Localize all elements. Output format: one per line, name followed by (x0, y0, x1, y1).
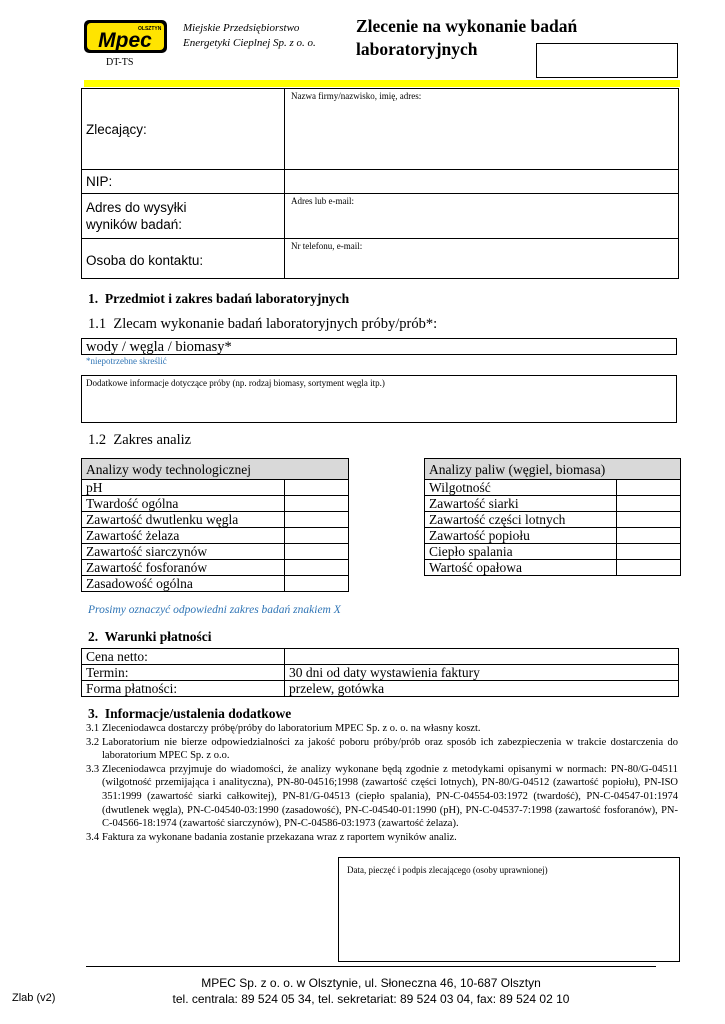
osoba-label: Osoba do kontaktu: (82, 239, 285, 279)
section-2-heading (88, 629, 212, 645)
table-row (82, 544, 349, 560)
org-line-1: Miejskie Przedsiębiorstwo (183, 22, 300, 34)
list-item (86, 763, 678, 831)
yellow-divider (84, 80, 680, 87)
footer-divider (86, 966, 656, 967)
water-item-checkbox[interactable] (285, 560, 349, 576)
payment-label: Forma płatności: (82, 681, 285, 697)
fuel-item-checkbox[interactable] (617, 528, 681, 544)
water-item-checkbox[interactable] (285, 496, 349, 512)
title-line-2: laboratoryjnych (356, 39, 478, 59)
footer-line-2: tel. centrala: 89 524 05 34, tel. sekretariat: 89 524 03 04, fax: 89 524 02 10 (172, 992, 570, 1006)
sample-type-field[interactable]: wody / węgla / biomasy* (81, 338, 677, 355)
payment-value: 30 dni od daty wystawienia faktury (285, 665, 679, 681)
instruction-note: Prosimy oznaczyć odpowiedni zakres badań znakiem X (88, 604, 341, 616)
table-row (82, 649, 679, 665)
nip-field[interactable] (285, 170, 679, 194)
item-text: Zleceniodawca dostarczy próbę/próby do laboratorium MPEC Sp. z o. o. na własny koszt. (102, 723, 481, 734)
adres-label-line-1: Adres do wysyłki (86, 200, 187, 215)
additional-info-label: Dodatkowe informacje dotyczące próby (np. rodzaj biomasy, sortyment węgla itp.) (86, 378, 385, 388)
item-number: 3.4 (86, 831, 100, 843)
payment-value-field[interactable] (285, 649, 679, 665)
nip-label: NIP: (82, 170, 285, 194)
water-item-label: pH (82, 480, 285, 496)
fuel-analysis-table (424, 458, 681, 576)
fuel-item-label: Zawartość siarki (425, 496, 617, 512)
water-analysis-header: Analizy wody technologicznej (82, 459, 349, 480)
osoba-field[interactable] (285, 239, 679, 279)
section-2-title: Warunki płatności (104, 629, 212, 644)
water-item-label: Zasadowość ogólna (82, 576, 285, 592)
adres-label-line-2: wyników badań: (86, 217, 183, 232)
list-item (86, 722, 678, 736)
fuel-item-checkbox[interactable] (617, 512, 681, 528)
fuel-item-label: Zawartość części lotnych (425, 512, 617, 528)
subsection-1-1-number: 1.1 (88, 316, 107, 332)
item-number: 3.3 (86, 763, 100, 775)
footer (86, 975, 656, 1007)
adres-field[interactable] (285, 194, 679, 239)
payment-label: Termin: (82, 665, 285, 681)
water-item-checkbox[interactable] (285, 544, 349, 560)
table-row (425, 528, 681, 544)
subsection-1-2 (88, 432, 191, 449)
subsection-1-2-number: 1.2 (88, 432, 107, 448)
table-row (82, 560, 349, 576)
item-text: Faktura za wykonane badania zostanie przekazana wraz z raportem wyników analiz. (102, 831, 457, 843)
table-row (425, 560, 681, 576)
item-text: Laboratorium nie bierze odpowiedzialności za jakość poboru próby/prób oraz sposób ich zabezpieczenia w trakcie dostarczenia do laboratorium MPEC Sp. z o.o. (102, 736, 678, 762)
subsection-1-2-text: Zakres analiz (113, 432, 192, 448)
payment-label: Cena netto: (82, 649, 285, 665)
fuel-item-checkbox[interactable] (617, 560, 681, 576)
item-number: 3.1 (86, 723, 100, 734)
payment-value: przelew, gotówka (285, 681, 679, 697)
zlecajacy-field[interactable] (285, 89, 679, 170)
fuel-item-label: Wilgotność (425, 480, 617, 496)
additional-info-list (86, 722, 678, 844)
table-row (82, 480, 349, 496)
table-row (82, 665, 679, 681)
water-item-label: Zawartość fosforanów (82, 560, 285, 576)
section-1-heading (88, 291, 349, 307)
adres-label (82, 194, 285, 239)
water-item-checkbox[interactable] (285, 480, 349, 496)
subsection-1-1-text: Zlecam wykonanie badań laboratoryjnych próby/prób*: (113, 316, 438, 332)
fuel-item-checkbox[interactable] (617, 544, 681, 560)
logo-small-text: OLSZTYN (138, 26, 162, 32)
fuel-item-checkbox[interactable] (617, 496, 681, 512)
footnote: *niepotrzebne skreślić (86, 356, 167, 366)
title-line-1: Zlecenie na wykonanie badań (356, 16, 578, 36)
additional-info-field[interactable] (81, 375, 677, 423)
water-item-label: Zawartość żelaza (82, 528, 285, 544)
fuel-item-label: Ciepło spalania (425, 544, 617, 560)
section-3-number: 3. (88, 706, 99, 721)
item-text: Zleceniodawca przyjmuje do wiadomości, że analizy wykonane będą zgodnie z metodykami opisanymi w normach: PN-80/G-04511 (wilgotność przemijająca i analityczna), PN-80-04516;1998 (zawartość części lotnych), PN-80/G-04512 (zawartość popiołu), PN-ISO 351:1999 (zawartość siarki całkowitej), PN-81/G-04513 (ciepło spalania), PN-C-04554-03:1972 (twardość), PN-C-04547-01:1974 (dwutlenek węgla), PN-C-04540-03:1990 (zasadowość), PN-C-04540-01:1990 (pH), PN-C-04537-7:1998 (zawartość fosforanów), PN-C-04566-18:1974 (zawartość siarczynów), PN-C-04586-03:1973 (zawartość żelaza). (102, 763, 678, 830)
section-1-title: Przedmiot i zakres badań laboratoryjnych (104, 291, 350, 306)
table-row (82, 528, 349, 544)
footer-line-1: MPEC Sp. z o. o. w Olsztynie, ul. Słoneczna 46, 10-687 Olsztyn (201, 976, 541, 990)
table-row (425, 496, 681, 512)
subsection-1-1 (88, 316, 437, 333)
water-item-label: Twardość ogólna (82, 496, 285, 512)
table-row (82, 512, 349, 528)
zlecajacy-label: Zlecający: (82, 89, 285, 170)
water-item-label: Zawartość siarczynów (82, 544, 285, 560)
zlecajacy-hint: Nazwa firmy/nazwisko, imię, adres: (291, 91, 422, 101)
osoba-hint: Nr telefonu, e-mail: (291, 241, 363, 251)
section-2-number: 2. (88, 629, 99, 644)
list-item (86, 736, 678, 763)
table-row (425, 544, 681, 560)
payment-table (81, 648, 679, 697)
org-line-2: Energetyki Cieplnej Sp. z o. o. (183, 37, 316, 49)
water-item-checkbox[interactable] (285, 512, 349, 528)
version-label: Zlab (v2) (12, 992, 56, 1004)
section-3-title: Informacje/ustalenia dodatkowe (104, 706, 292, 721)
registration-box[interactable] (536, 43, 678, 78)
section-1-number: 1. (88, 291, 99, 306)
table-row (82, 681, 679, 697)
table-row (82, 576, 349, 592)
fuel-item-label: Wartość opałowa (425, 560, 617, 576)
section-3-heading (88, 706, 291, 722)
water-item-checkbox[interactable] (285, 528, 349, 544)
adres-hint: Adres lub e-mail: (291, 196, 354, 206)
document-code: DT-TS (106, 57, 134, 68)
signature-label: Data, pieczęć i podpis zlecającego (osoby uprawnionej) (347, 865, 548, 875)
list-item (86, 831, 678, 845)
signature-box[interactable] (338, 857, 680, 962)
water-item-checkbox[interactable] (285, 576, 349, 592)
water-item-label: Zawartość dwutlenku węgla (82, 512, 285, 528)
logo-text: Mpec (98, 29, 152, 52)
mpec-logo (84, 20, 167, 53)
fuel-item-label: Zawartość popiołu (425, 528, 617, 544)
item-number: 3.2 (86, 736, 100, 748)
table-row (425, 480, 681, 496)
table-row (425, 512, 681, 528)
fuel-analysis-header: Analizy paliw (węgiel, biomasa) (425, 459, 681, 480)
client-table (81, 88, 679, 279)
water-analysis-table (81, 458, 349, 592)
fuel-item-checkbox[interactable] (617, 480, 681, 496)
table-row (82, 496, 349, 512)
organization-name (183, 21, 316, 51)
